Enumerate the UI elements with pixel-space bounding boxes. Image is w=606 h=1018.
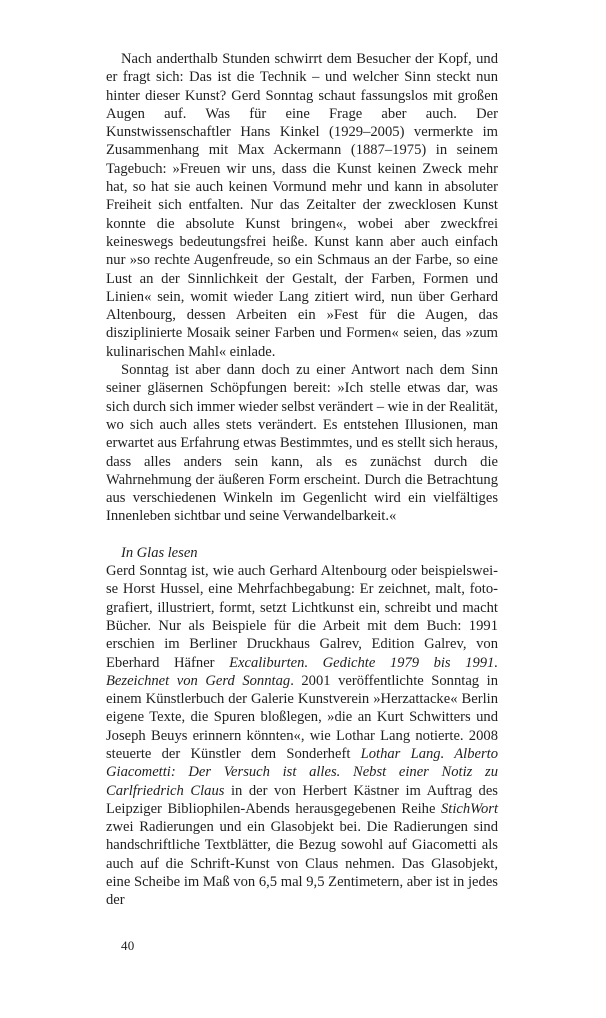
paragraph-kinkel-quote: Nach anderthalb Stunden schwirrt dem Besucher der Kopf, und er fragt sich: Das ist die Technik – und welcher Sinn steckt nun hinter dieser Kunst? Gerd Sonntag schaut fassungslos mit großen Augen auf. Was für eine Frage aber auch. Der Kunstwissenschaftler Hans Kinkel (1929–2005) vermerkte im Zusammenhang mit Max Ackermann (1887–1975) in seinem Tagebuch: »Freuen wir uns, dass die Kunst keinen Zweck mehr hat, so hat sie auch keinen Vormund mehr und kann in absoluter Freiheit sich entfalten. Nur das Zeitalter der zwecklosen Kunst konnte die absolute Kunst bringen«, wobei aber zweckfrei keineswegs bedeutungsfrei heiße. Kunst kann aber auch einfach nur »so rechte Augenfreude, so ein Schmaus an der Farbe, so eine Lust an der Sinnlichkeit der Gestalt, der Farben, Formen und Linien« sein, womit wieder Lang zitiert wird, nun über Gerhard Altenbourg, dessen Arbeiten ein »Fest für die Augen, das disziplinierte Mosaik seiner Farben und Formen« seien, das »zum kulinarischen Mahl« einlade. <box>106 51 498 360</box>
paragraph-sonntag-answer: Sonntag ist aber dann doch zu einer Antwort nach dem Sinn seiner gläsernen Schöpfungen bereit: »Ich stelle etwas dar, was sich durch sich immer wieder selbst verändert – wie in der Realität, wo sich auch alles stets verändert. Es entstehen Illusionen, man erwartet aus Erfahrung etwas Bestimmtes, und es stellt sich heraus, dass alles anders sein kann, als es zunächst durch die Wahrnehmung der äußeren Form erscheint. Durch die Betrachtung aus verschiedenen Winkeln im Gegenlicht wird ein vielfältiges Innenleben sichtbar und seine Verwandelbarkeit.« <box>106 362 498 525</box>
paragraph-multiple-talent <box>106 562 498 910</box>
page-number: 40 <box>121 938 135 953</box>
book-title-excaliburten: Excaliburten. Gedichte 1979 bis 1991. Bezeichnet von Gerd Sonntag <box>106 654 498 689</box>
paragraph-text-segment: Gerd Sonntag ist, wie auch Gerhard Altenbourg oder beispielsweise Horst Hussel, eine Mehrfachbegabung: Er zeichnet, malt, fotografiert, illustriert, formt, setzt Lichtkunst ein, schreibt und macht Bücher. Nur als Beispiele für die Arbeit mit dem Buch: 1991 erschien im Berliner Druckhaus Galrev, Edition Galrev, von Eberhard Häfner <box>106 563 498 671</box>
body-text <box>106 50 498 910</box>
paragraph-text-segment: . 2001 veröffentlichte Sonntag in einem Künstlerbuch der Galerie Kunstverein »Herzattacke« Berlin eigene Texte, die Spuren bloßlegen, »die an Kurt Schwitters und Joseph Beuys erinnern könnten«, wie Lothar Lang notierte. 2008 steuerte der Künstler dem Sonderheft <box>106 672 498 762</box>
series-title-stichwort: StichWort <box>440 800 498 817</box>
book-title-giacometti: Lothar Lang. Alberto Giacometti: Der Versuch ist alles. Nebst einer Notiz zu Carlfriedrich Claus <box>106 745 499 799</box>
section-heading: In Glas lesen <box>121 544 198 561</box>
section-spacer <box>106 526 498 544</box>
paragraph-text-segment: in der von Herbert Kästner im Auftrag des Leipziger Bibliophilen-Abends herausgegebenen Reihe <box>106 782 498 817</box>
paragraph-text-segment: zwei Radierungen und ein Glasobjekt bei. Die Radierungen sind handschriftliche Textblätter, die Bezug sowohl auf Giacometti als auch auf die Schrift-Kunst von Claus nehmen. Das Glasobjekt, eine Scheibe im Maß von 6,5 mal 9,5 Zentimetern, aber ist in jedes der <box>106 819 498 909</box>
